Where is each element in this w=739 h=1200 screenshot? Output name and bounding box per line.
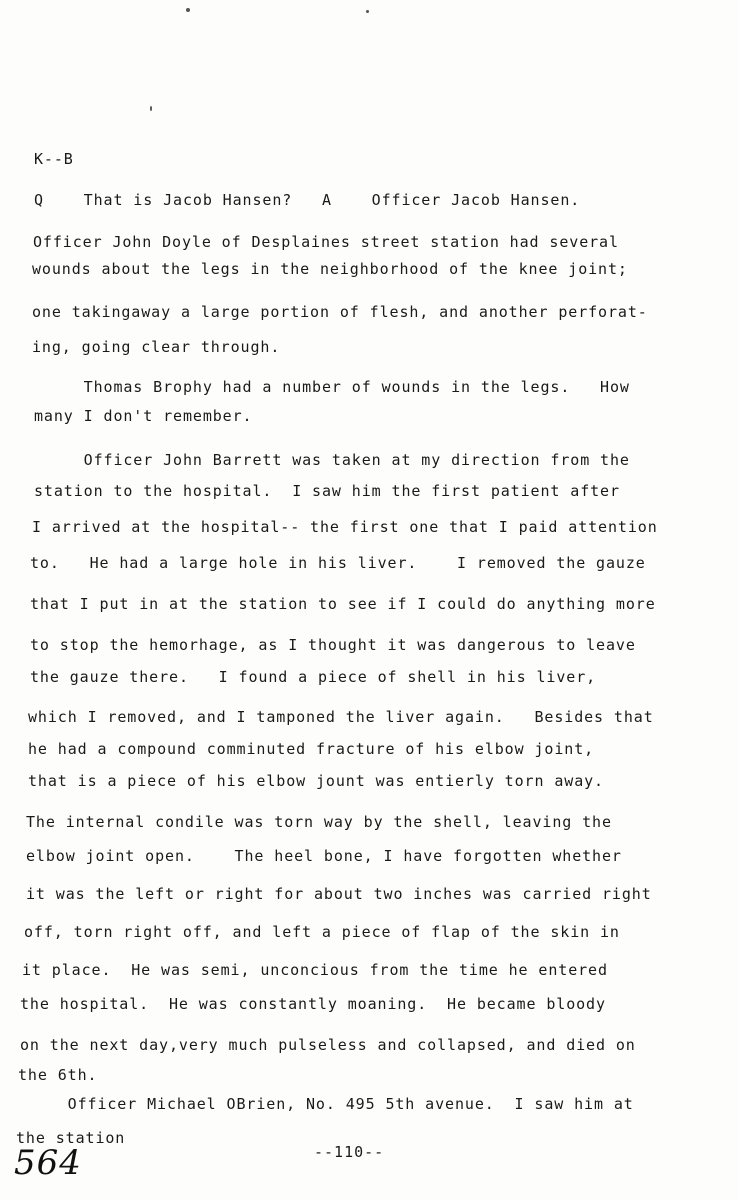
body-line: it place. He was semi, unconcious from the time he entered: [22, 961, 608, 979]
body-line: off, torn right off, and left a piece of flap of the skin in: [24, 923, 620, 941]
ink-speck: [186, 8, 190, 12]
handwritten-page-number: 564: [14, 1143, 82, 1183]
body-line: on the next day,very much pulseless and collapsed, and died on: [20, 1036, 636, 1054]
body-line: elbow joint open. The heel bone, I have forgotten whether: [26, 847, 622, 865]
body-line: to stop the hemorhage, as I thought it was dangerous to leave: [30, 636, 636, 654]
body-line: station to the hospital. I saw him the first patient after: [34, 482, 620, 500]
body-line: the 6th.: [18, 1066, 98, 1084]
body-line: Officer John Barrett was taken at my direction from the: [34, 451, 630, 469]
body-line: he had a compound comminuted fracture of his elbow joint,: [28, 740, 595, 758]
page-number: --110--: [314, 1143, 385, 1161]
body-line: that is a piece of his elbow jount was entierly torn away.: [28, 772, 604, 790]
body-line: Officer Michael OBrien, No. 495 5th avenue. I saw him at: [18, 1095, 634, 1113]
body-line: that I put in at the station to see if I could do anything more: [30, 595, 656, 613]
body-line: many I don't remember.: [34, 407, 253, 425]
body-line: Q That is Jacob Hansen? A Officer Jacob Hansen.: [34, 191, 581, 209]
ink-speck: [366, 10, 369, 13]
body-line: Thomas Brophy had a number of wounds in the legs. How: [34, 378, 630, 396]
body-line: the station: [16, 1129, 126, 1147]
body-line: which I removed, and I tamponed the liver again. Besides that: [28, 708, 654, 726]
body-line: it was the left or right for about two inches was carried right: [26, 885, 652, 903]
body-line: ing, going clear through.: [32, 338, 281, 356]
body-line: Officer John Doyle of Desplaines street station had several: [33, 233, 619, 251]
body-line: to. He had a large hole in his liver. I removed the gauze: [30, 554, 646, 572]
body-line: I arrived at the hospital-- the first one that I paid attention: [32, 518, 658, 536]
body-line: the hospital. He was constantly moaning. He became bloody: [20, 995, 606, 1013]
ink-speck: [150, 106, 152, 111]
body-line: The internal condile was torn way by the shell, leaving the: [26, 813, 612, 831]
body-line: the gauze there. I found a piece of shell in his liver,: [30, 668, 597, 686]
body-line: one takingaway a large portion of flesh, and another perforat-: [32, 303, 648, 321]
document-header: K--B: [34, 150, 74, 168]
body-line: wounds about the legs in the neighborhood of the knee joint;: [32, 260, 628, 278]
